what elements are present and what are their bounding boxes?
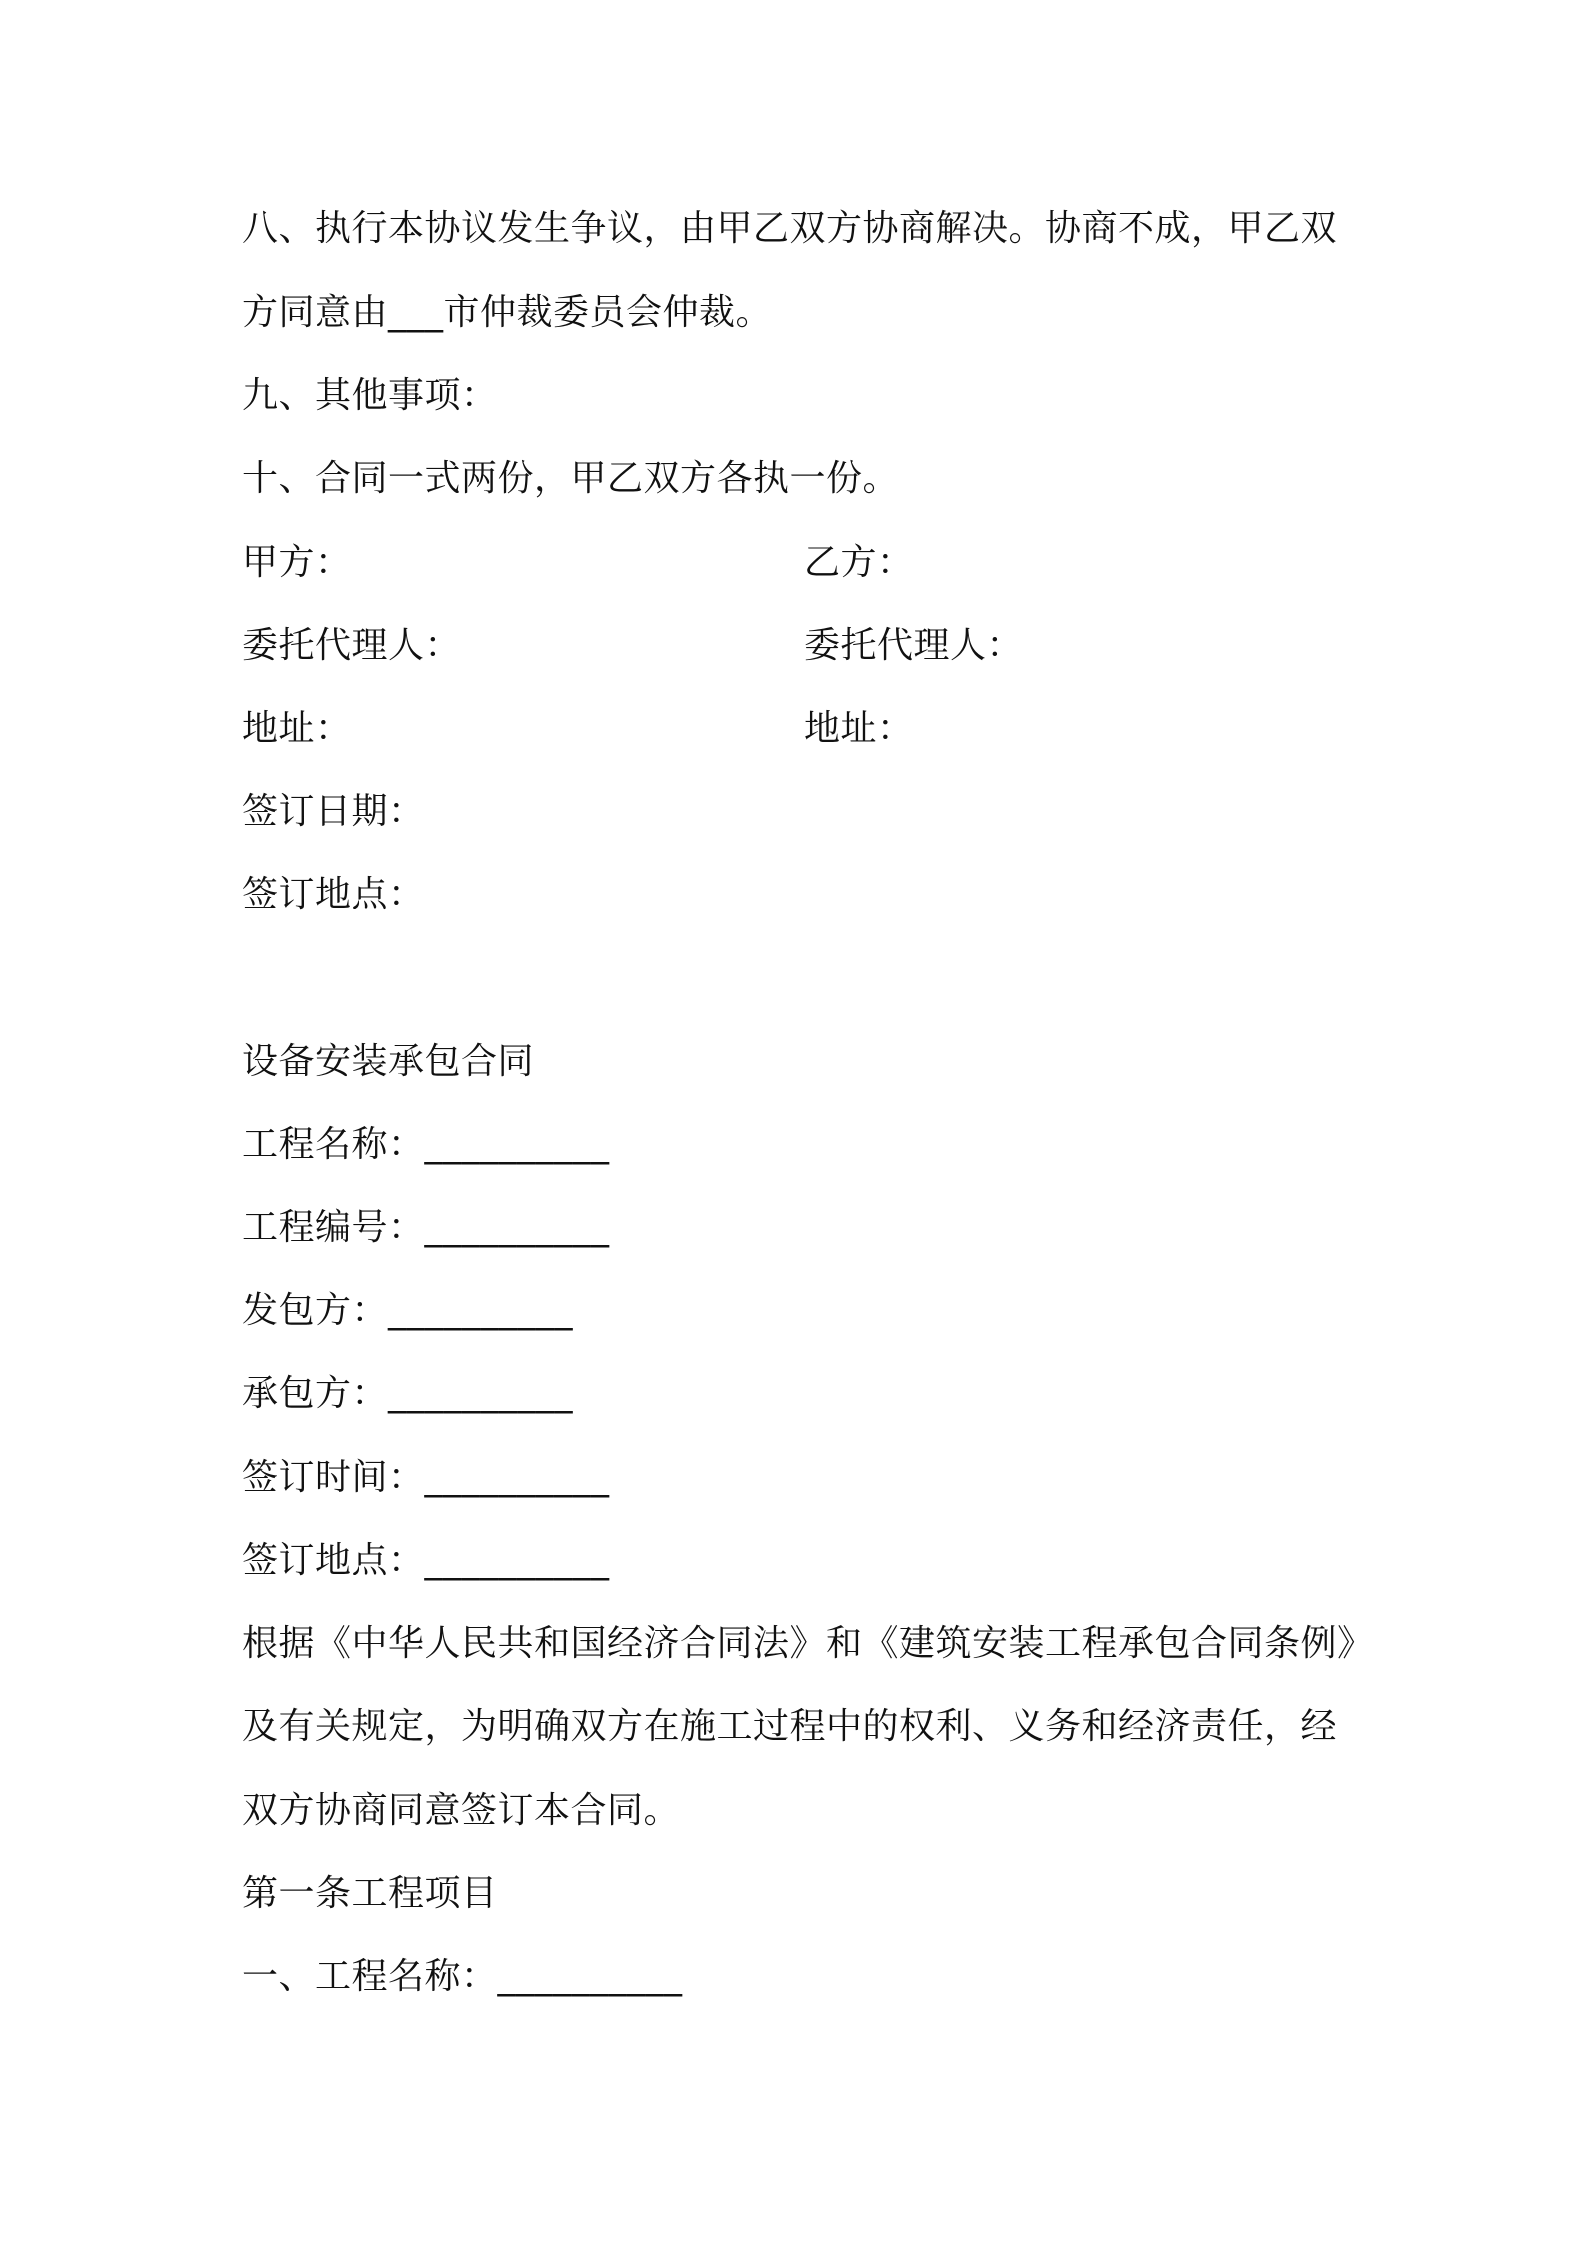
clause-9: 九、其他事项： [242,375,498,416]
party-b-label: 乙方： [804,542,914,583]
intro-line-2: 及有关规定，为明确双方在施工过程中的权利、义务和经济责任，经 [242,1706,1338,1747]
agent-a-label: 委托代理人： [242,625,462,666]
contractor-field: 承包方：__________ [242,1373,574,1414]
address-a-label: 地址： [242,708,352,749]
clause-8-line-1: 八、执行本协议发生争议，由甲乙双方协商解决。协商不成，甲乙双 [242,208,1338,249]
party-a-label: 甲方： [242,542,352,583]
intro-line-1: 根据《中华人民共和国经济合同法》和《建筑安装工程承包合同条例》 [242,1623,1374,1664]
article-1-item-1: 一、工程名称：__________ [242,1956,683,1997]
clause-8-line-2: 方同意由___市仲裁委员会仲裁。 [242,292,773,333]
contract-title: 设备安装承包合同 [242,1041,535,1082]
sign-place-field: 签订地点：__________ [242,1540,610,1581]
agent-b-label: 委托代理人： [804,625,1024,666]
sign-place-label: 签订地点： [242,874,425,915]
sign-time-field: 签订时间：__________ [242,1457,610,1498]
clause-10: 十、合同一式两份，甲乙双方各执一份。 [242,458,900,499]
project-name-field: 工程名称：__________ [242,1124,610,1165]
intro-line-3: 双方协商同意签订本合同。 [242,1790,681,1831]
employer-field: 发包方：__________ [242,1290,574,1331]
article-1-title: 第一条工程项目 [242,1873,498,1914]
address-b-label: 地址： [804,708,914,749]
sign-date-label: 签订日期： [242,791,425,832]
project-number-field: 工程编号：__________ [242,1207,610,1248]
